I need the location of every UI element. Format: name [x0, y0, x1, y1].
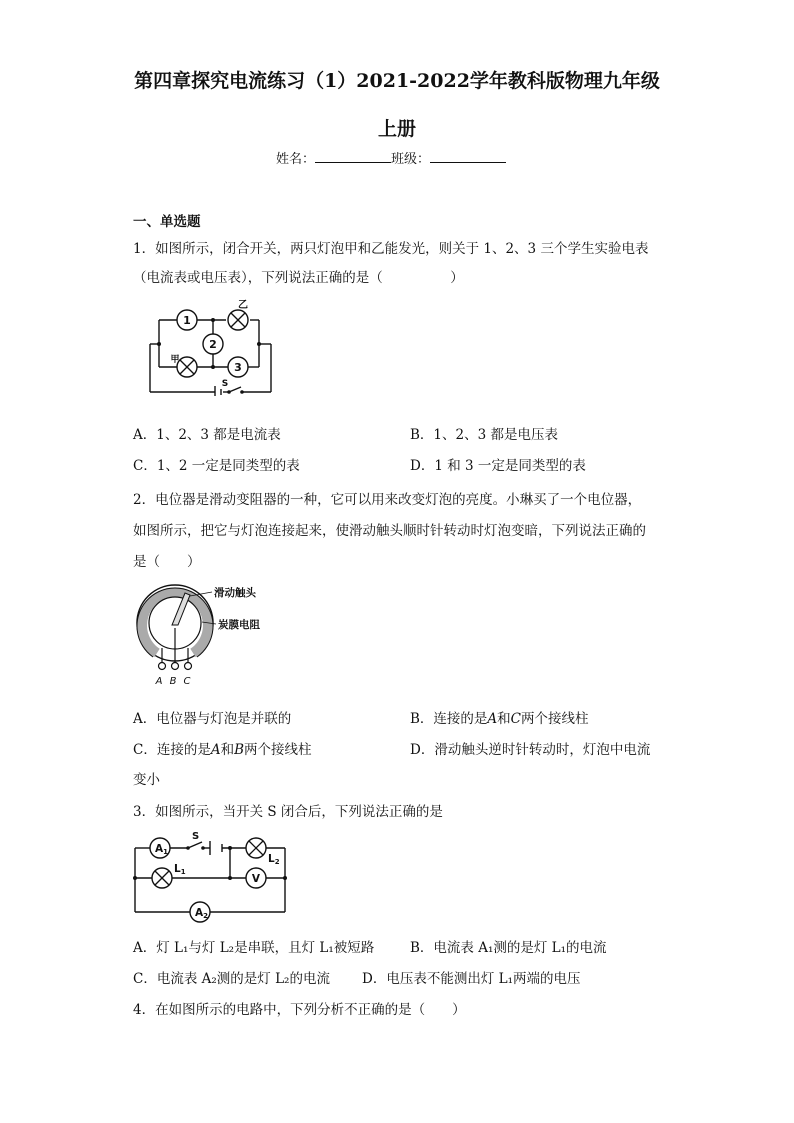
name-blank[interactable] — [315, 150, 391, 163]
meter-2-label: 2 — [209, 338, 217, 351]
q1-option-a[interactable]: A．1、2、3 都是电流表 — [133, 427, 281, 443]
terminal-b — [172, 663, 179, 670]
q2-potentiometer-diagram — [130, 578, 290, 690]
q2-stem-line2: 如图所示，把它与灯泡连接起来，使滑动触头顺时针转动时灯泡变暗，下列说法正确的 — [133, 523, 646, 539]
label-slider: 滑动触头 — [214, 587, 256, 599]
label-terminal-a: A — [155, 676, 163, 687]
voltmeter-label: V — [251, 873, 261, 885]
label-terminal-c: C — [183, 676, 191, 687]
q1-option-c[interactable]: C．1、2 一定是同类型的表 — [133, 458, 300, 474]
label-carbon-film: 炭膜电阻 — [218, 619, 260, 631]
class-label: 班级： — [391, 152, 431, 167]
q2-option-d[interactable]: D．滑动触头逆时针转动时，灯泡中电流 — [410, 742, 651, 758]
q2-option-d-cont: 变小 — [133, 772, 160, 788]
student-info — [276, 148, 506, 167]
q2-option-b[interactable]: B．连接的是A和C两个接线柱 — [410, 711, 589, 727]
name-label: 姓名： — [276, 152, 316, 167]
label-terminal-b: B — [169, 676, 177, 687]
q3-circuit-diagram — [130, 828, 295, 924]
lamp-jia-label: 甲 — [170, 355, 180, 365]
switch-s-label: S — [192, 831, 200, 842]
q2-option-a[interactable]: A．电位器与灯泡是并联的 — [133, 711, 292, 727]
switch-s-label: S — [221, 379, 229, 389]
q3-option-b[interactable]: B．电流表 A₁测的是灯 L₁的电流 — [410, 940, 607, 956]
ammeter-a1-label: A1 — [155, 843, 169, 856]
page-title: 第四章探究电流练习（1）2021-2022学年教科版物理九年级 — [134, 70, 660, 92]
lamp-l2-label: L2 — [268, 853, 280, 866]
q3-option-c[interactable]: C．电流表 A₂测的是灯 L₂的电流 — [133, 971, 330, 987]
meter-1-label: 1 — [183, 314, 191, 327]
q1-option-b[interactable]: B．1、2、3 都是电压表 — [410, 427, 558, 443]
q1-circuit-diagram — [143, 296, 283, 396]
section-heading: 一、单选题 — [133, 214, 201, 230]
q1-option-d[interactable]: D．1 和 3 一定是同类型的表 — [410, 458, 586, 474]
meter-3-label: 3 — [234, 361, 242, 374]
page-title-line2: 上册 — [377, 118, 416, 140]
q2-option-c[interactable]: C．连接的是A和B两个接线柱 — [133, 742, 312, 758]
q2-stem-line1: 2．电位器是滑动变阻器的一种，它可以用来改变灯泡的亮度。小琳买了一个电位器， — [133, 492, 642, 508]
q3-stem-line1: 3．如图所示，当开关 S 闭合后，下列说法正确的是 — [133, 804, 443, 820]
q1-stem-line1: 1．如图所示，闭合开关，两只灯泡甲和乙能发光，则关于 1、2、3 三个学生实验电表 — [133, 241, 649, 257]
q4-stem-line1: 4．在如图所示的电路中，下列分析不正确的是（ ） — [133, 1002, 466, 1018]
q2-stem-line3: 是（ ） — [133, 554, 201, 570]
ammeter-a2-label: A2 — [195, 907, 209, 920]
terminal-c — [185, 663, 192, 670]
lamp-yi-label: 乙 — [238, 300, 248, 311]
class-blank[interactable] — [430, 150, 506, 163]
q3-option-d[interactable]: D．电压表不能测出灯 L₁两端的电压 — [362, 971, 581, 987]
q3-option-a[interactable]: A．灯 L₁与灯 L₂是串联，且灯 L₁被短路 — [133, 940, 375, 956]
terminal-a — [159, 663, 166, 670]
lamp-l1-label: L1 — [174, 863, 186, 876]
q1-stem-line2: （电流表或电压表），下列说法正确的是（ ） — [133, 270, 464, 286]
